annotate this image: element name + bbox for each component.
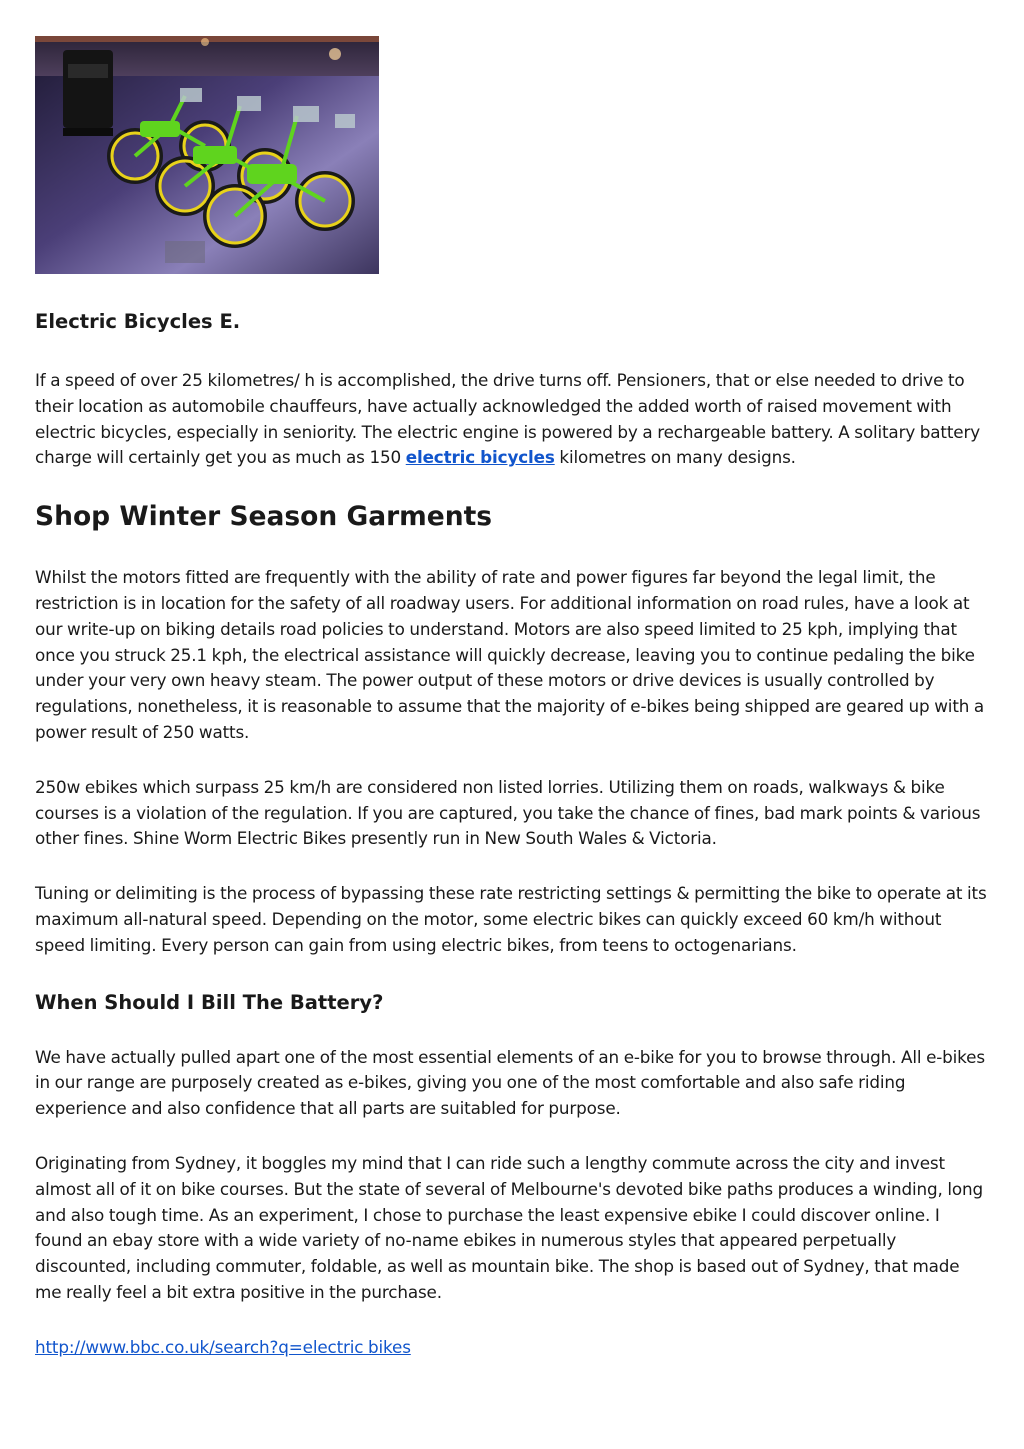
footer-link-row [35, 1335, 990, 1361]
section-heading-battery: When Should I Bill The Battery? [35, 990, 384, 1014]
bbc-search-link[interactable]: http://www.bbc.co.uk/search?q=electric bikes [35, 1336, 411, 1357]
paragraph-motors: Whilst the motors fitted are frequently with the ability of rate and power figures far beyond the legal limit, the restriction is in location for the safety of all roadway users. For additional information on road rules, have a look at our write-up on biking details road policies to understand. Motors are also speed limited to 25 kph, implying that once you struck 25.1 kph, the electrical assistance will quickly decrease, leaving you to continue pedaling the bike under your very own heavy steam. The power output of these motors or drive devices is usually controlled by regulations, nonetheless, it is reasonable to assume that the majority of e-bikes being shipped are geared up with a power result of 250 watts. [35, 567, 985, 742]
paragraph-speed-limit [35, 368, 990, 471]
paragraph-tuning: Tuning or delimiting is the process of bypassing these rate restricting settings & permitting the bike to operate at its maximum all-natural speed. Depending on the motor, some electric bikes can quickly exceed 60 km/h without speed limiting. Every person can gain from using electric bikes, from teens to octogenarians. [35, 883, 987, 955]
paragraph-text: kilometres on many designs. [554, 447, 796, 468]
electric-bikes-photo [35, 36, 379, 274]
section-heading-shop-winter: Shop Winter Season Garments [35, 501, 493, 533]
electric-bicycles-link[interactable]: electric bicycles [405, 447, 555, 468]
paragraph-e-bike-elements: We have actually pulled apart one of the most essential elements of an e-bike for you to browse through. All e-bikes in our range are purposely created as e-bikes, giving you one of the most comfortable and also safe riding experience and also confidence that all parts are suitabled for purpose. [35, 1046, 985, 1119]
paragraph-text: If a speed of over 25 kilometres/ h is accomplished, the drive turns off. Pensioners, that or else needed to drive to their location as automobile chauffeurs, have actually acknowledged the added worth of raised movement with electric bicycles, especially in seniority. The electric engine is powered by a rechargeable battery. A solitary battery charge will certainly get you as much as 150 [35, 370, 980, 468]
electric-bikes-illustration [35, 36, 379, 274]
paragraph-250w-ebikes: 250w ebikes which surpass 25 km/h are considered non listed lorries. Utilizing them on roads, walkways & bike courses is a violation of the regulation. If you are captured, you take the chance of fines, bad mark points & various other fines. Shine Worm Electric Bikes presently run in New South Wales & Victoria. [35, 776, 981, 849]
paragraph-sydney: Originating from Sydney, it boggles my mind that I can ride such a lengthy commute across the city and invest almost all of it on bike courses. But the state of several of Melbourne's devoted bike paths produces a winding, long and also tough time. As an experiment, I chose to purchase the least expensive ebike I could discover online. I found an ebay store with a wide variety of no-name ebikes in numerous styles that appeared perpetually discounted, including commuter, foldable, as well as mountain bike. The shop is based out of Sydney, that made me really feel a bit extra positive in the purchase. [35, 1152, 983, 1302]
section-heading-electric-bicycles: Electric Bicycles E. [35, 310, 241, 333]
document-page [35, 36, 990, 1361]
